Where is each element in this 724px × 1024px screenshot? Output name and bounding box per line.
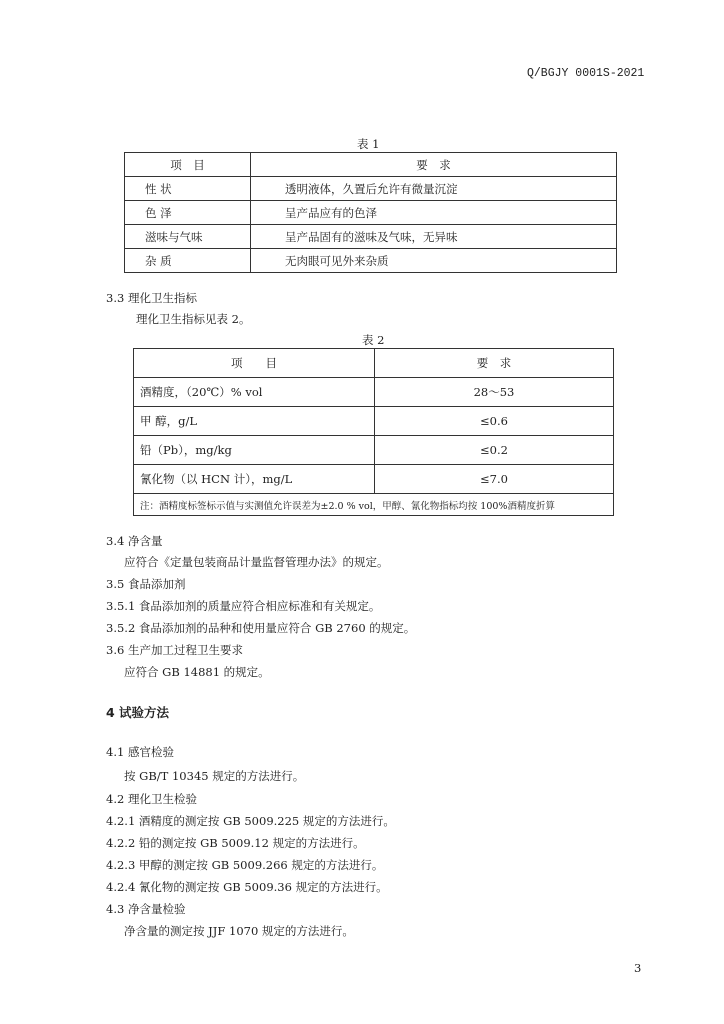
table-cell: 色 泽 xyxy=(125,201,251,225)
table-cell: 杂 质 xyxy=(125,249,251,273)
section-4-2-3: 4.2.3 甲醇的测定按 GB 5009.266 规定的方法进行。 xyxy=(106,858,384,872)
table-header-cell: 项 目 xyxy=(125,153,251,177)
table-row xyxy=(134,378,614,407)
table-header-row xyxy=(134,349,614,378)
physicochemical-table xyxy=(133,348,614,516)
document-code: Q/BGJY 0001S-2021 xyxy=(527,67,645,80)
section-3-6-text: 应符合 GB 14881 的规定。 xyxy=(124,665,270,679)
section-3-5-heading: 3.5 食品添加剂 xyxy=(106,577,186,591)
section-3-4-text: 应符合《定量包装商品计量监督管理办法》的规定。 xyxy=(124,555,389,569)
section-4-3-text: 净含量的测定按 JJF 1070 规定的方法进行。 xyxy=(124,924,354,938)
table-cell: 呈产品应有的色泽 xyxy=(251,201,617,225)
table-row xyxy=(125,201,617,225)
table-row xyxy=(125,249,617,273)
table-cell: 无肉眼可见外来杂质 xyxy=(251,249,617,273)
table-cell: 铅（Pb），mg/kg xyxy=(134,436,375,465)
section-4-2-2: 4.2.2 铅的测定按 GB 5009.12 规定的方法进行。 xyxy=(106,836,365,850)
sensory-requirements-table xyxy=(124,152,617,273)
table-cell: ≤7.0 xyxy=(375,465,614,494)
table-header-row xyxy=(125,153,617,177)
table-cell: 透明液体，久置后允许有微量沉淀 xyxy=(251,177,617,201)
table-cell: 氰化物（以 HCN 计），mg/L xyxy=(134,465,375,494)
table-note: 注：酒精度标签标示值与实测值允许误差为±2.0 % vol，甲醇、氰化物指标均按 100%酒精度折算 xyxy=(134,494,614,516)
section-4-1-heading: 4.1 感官检验 xyxy=(106,745,174,759)
table-row xyxy=(125,225,617,249)
table-cell: ≤0.6 xyxy=(375,407,614,436)
section-3-3-heading: 3.3 理化卫生指标 xyxy=(106,291,197,305)
section-4-2-4: 4.2.4 氰化物的测定按 GB 5009.36 规定的方法进行。 xyxy=(106,880,388,894)
section-3-6-heading: 3.6 生产加工过程卫生要求 xyxy=(106,643,243,657)
section-3-4-heading: 3.4 净含量 xyxy=(106,534,163,548)
table-cell: 28～53 xyxy=(375,378,614,407)
section-4-1-text: 按 GB/T 10345 规定的方法进行。 xyxy=(124,769,305,783)
table-cell: 酒精度，（20℃）% vol xyxy=(134,378,375,407)
section-4-2-heading: 4.2 理化卫生检验 xyxy=(106,792,197,806)
table-row xyxy=(134,465,614,494)
table-cell: 甲 醇，g/L xyxy=(134,407,375,436)
table-row xyxy=(134,407,614,436)
table-row xyxy=(125,177,617,201)
section-3-5-2: 3.5.2 食品添加剂的品种和使用量应符合 GB 2760 的规定。 xyxy=(106,621,416,635)
table-cell: 性 状 xyxy=(125,177,251,201)
section-4-2-1: 4.2.1 酒精度的测定按 GB 5009.225 规定的方法进行。 xyxy=(106,814,395,828)
table-cell: ≤0.2 xyxy=(375,436,614,465)
table-header-cell: 项 目 xyxy=(134,349,375,378)
table-row xyxy=(134,436,614,465)
table-note-row xyxy=(134,494,614,516)
table1-caption: 表 1 xyxy=(357,137,380,151)
page-number: 3 xyxy=(634,961,642,975)
section-4-3-heading: 4.3 净含量检验 xyxy=(106,902,186,916)
table-header-cell: 要 求 xyxy=(251,153,617,177)
section-4-heading: 4 试验方法 xyxy=(106,705,170,720)
section-3-5-1: 3.5.1 食品添加剂的质量应符合相应标准和有关规定。 xyxy=(106,599,381,613)
table2-caption: 表 2 xyxy=(362,333,385,347)
section-3-3-text: 理化卫生指标见表 2。 xyxy=(136,312,251,326)
table-cell: 呈产品固有的滋味及气味，无异味 xyxy=(251,225,617,249)
table-cell: 滋味与气味 xyxy=(125,225,251,249)
table-header-cell: 要 求 xyxy=(375,349,614,378)
